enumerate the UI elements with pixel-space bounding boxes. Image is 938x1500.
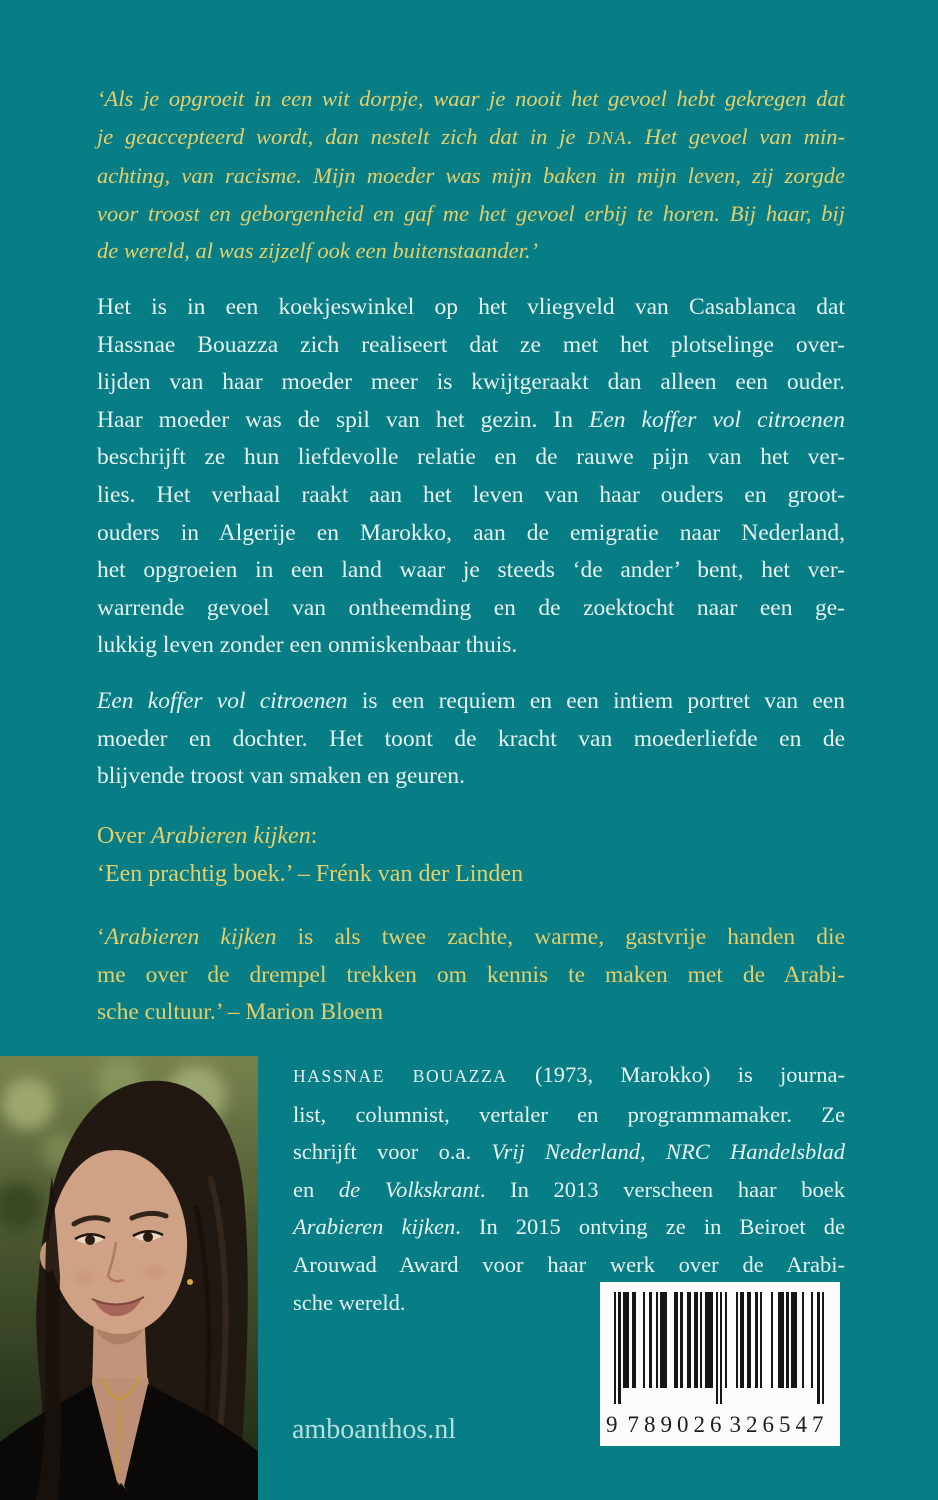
- barcode-bar: [680, 1292, 682, 1388]
- review-header: [97, 818, 845, 893]
- text-line: HASSNAE BOUAZZA (1973, Marokko) is journa-: [293, 1062, 845, 1087]
- barcode-bar: [795, 1292, 797, 1388]
- barcode-bar: [614, 1292, 616, 1404]
- barcode-bar: [716, 1292, 718, 1404]
- barcode-digit-group-1: 789026: [627, 1412, 727, 1437]
- barcode-bar: [786, 1292, 788, 1388]
- barcode-bar: [720, 1292, 722, 1404]
- barcode-bar: [742, 1292, 744, 1388]
- text-line: lijden van haar moeder meer is kwijtgeraakt dan alleen een ouder.: [97, 369, 845, 396]
- cover-pull-quote: [97, 80, 845, 270]
- barcode-bar: [802, 1292, 804, 1388]
- text-line: me over de drempel trekken om kennis te maken met de Arabi-: [97, 961, 845, 988]
- synopsis-paragraph-2: [97, 683, 845, 796]
- synopsis-paragraph-1: [97, 289, 845, 665]
- barcode-bar: [634, 1292, 636, 1388]
- barcode-digit-group-2: 326547: [729, 1412, 829, 1437]
- barcode-bar: [782, 1292, 784, 1388]
- barcode-bar: [656, 1292, 658, 1388]
- barcode-bar: [817, 1292, 819, 1404]
- text-line: je geaccepteerd wordt, dan nestelt zich dat in je DNA. Het gevoel van min-: [97, 123, 845, 149]
- text-line: Arabieren kijken. In 2015 ontving ze in Beiroet de: [293, 1214, 845, 1240]
- barcode-bar: [676, 1292, 678, 1388]
- text-line: ‘Als je opgroeit in een wit dorpje, waar je nooit het gevoel hebt gekregen dat: [97, 86, 845, 111]
- barcode-bar: [696, 1292, 698, 1388]
- barcode-bar: [822, 1292, 824, 1404]
- text-line: en de Volkskrant. In 2013 verscheen haar boek: [293, 1176, 845, 1202]
- barcode-digit-lead: 9: [606, 1412, 618, 1437]
- barcode-bar: [711, 1292, 713, 1388]
- text-line: lukkig leven zonder een onmiskenbaar thuis.: [97, 632, 518, 659]
- text-line: ‘Arabieren kijken is als twee zachte, warme, gastvrije handen die: [97, 924, 845, 950]
- text-line: beschrijft ze hun liefdevolle relatie en de rauwe pijn van het ver-: [97, 444, 845, 471]
- text-line: Arouwad Award voor haar werk over de Arabi-: [293, 1251, 845, 1277]
- barcode-bar: [649, 1292, 651, 1388]
- text-line: lies. Het verhaal raakt aan het leven van haar ouders en groot-: [97, 481, 845, 508]
- publisher-website-text: amboanthos.nl: [292, 1414, 457, 1445]
- review-quote: [97, 919, 845, 1032]
- text-line: warrende gevoel van ontheemding en de zoektocht naar een ge-: [97, 594, 845, 621]
- text-line: blijvende troost van smaken en geuren.: [97, 763, 466, 790]
- barcode-bar: [771, 1292, 773, 1388]
- barcode-bar: [755, 1292, 757, 1388]
- text-line: list, columnist, vertaler en programmamaker. Ze: [293, 1101, 845, 1127]
- barcode-bar: [689, 1292, 691, 1388]
- text-line: voor troost en geborgenheid en gaf me het gevoel erbij te horen. Bij haar, bij: [97, 200, 845, 226]
- barcode-bar: [643, 1292, 645, 1388]
- text-line: Haar moeder was de spil van het gezin. In Een koffer vol citroenen: [97, 406, 845, 433]
- text-line: ouders in Algerije en Marokko, aan de emigratie naar Nederland,: [97, 519, 845, 546]
- text-line: Een koffer vol citroenen is een requiem en een intiem portret van een: [97, 688, 845, 714]
- author-photo: [0, 1056, 258, 1500]
- gold-earring: [187, 1279, 193, 1285]
- barcode-bar: [618, 1292, 620, 1404]
- text-line: ‘Een prachtig boek.’ – Frénk van der Linden: [97, 860, 524, 887]
- barcode-numbers: [606, 1412, 830, 1438]
- isbn-barcode: [600, 1282, 840, 1446]
- barcode-bar: [760, 1292, 762, 1388]
- text-line: de wereld, al was zijzelf ook een buitenstaander.’: [97, 238, 538, 264]
- text-line: achting, van racisme. Mijn moeder was mijn baken in mijn leven, zij zorgde: [97, 163, 845, 189]
- barcode-bar: [725, 1292, 727, 1388]
- text-line: het opgroeien in een land waar je steeds ‘de ander’ bent, het ver-: [97, 557, 845, 584]
- text-line: sche wereld.: [293, 1289, 406, 1315]
- text-line: Over Arabieren kijken:: [97, 823, 318, 849]
- text-line: Hassnae Bouazza zich realiseert dat ze met het plotselinge over-: [97, 331, 845, 358]
- barcode-bar: [811, 1292, 813, 1388]
- text-line: Het is in een koekjeswinkel op het vliegveld van Casablanca dat: [97, 294, 845, 320]
- text-line: sche cultuur.’ – Marion Bloem: [97, 999, 384, 1026]
- barcode-bars: [614, 1292, 824, 1404]
- text-line: moeder en dochter. Het toont de kracht van moederliefde en de: [97, 725, 845, 752]
- barcode-bar: [627, 1292, 629, 1388]
- barcode-bar: [736, 1292, 738, 1388]
- publisher-website: [292, 1414, 456, 1446]
- barcode-bar: [665, 1292, 667, 1388]
- barcode-bar: [749, 1292, 751, 1388]
- text-line: schrijft voor o.a. Vrij Nederland, NRC Handelsblad: [293, 1139, 845, 1165]
- barcode-bar: [700, 1292, 702, 1388]
